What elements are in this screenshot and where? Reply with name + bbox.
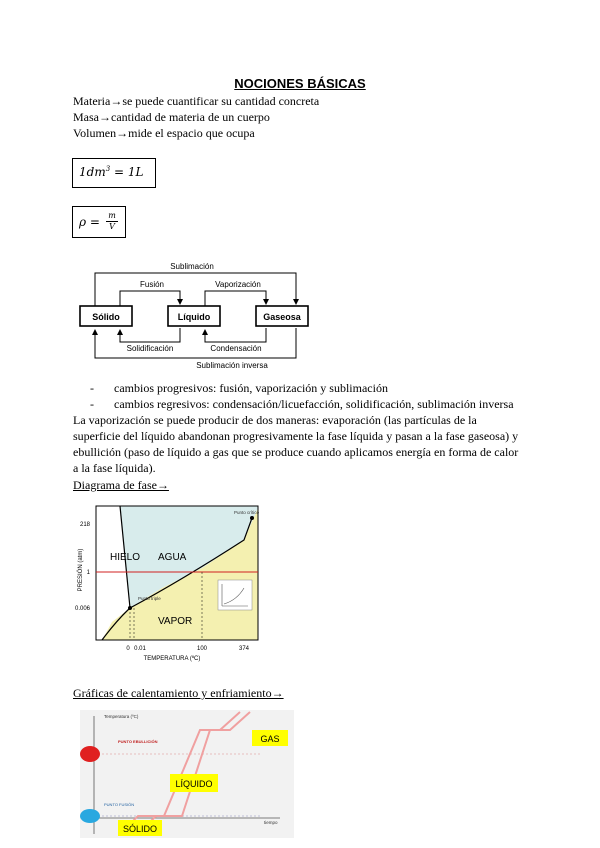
y-tick-0006: 0.006 bbox=[74, 606, 90, 612]
arrow-vaporization bbox=[205, 291, 266, 306]
formula2-denominator: V bbox=[109, 222, 115, 231]
y-axis-label: PRESIÓN (atm) bbox=[78, 548, 84, 592]
x-axis-label: TEMPERATURA (ºC) bbox=[143, 656, 201, 662]
label-sublimation: Sublimación bbox=[170, 262, 214, 271]
x-tick-001: 0.01 bbox=[134, 646, 146, 652]
label-inverse-sublimation: Sublimación inversa bbox=[196, 361, 268, 370]
heating-y-axis: Temperatura (ºC) bbox=[104, 714, 139, 719]
label-solidification: Solidificación bbox=[126, 344, 174, 353]
arrow-solidification bbox=[120, 328, 180, 342]
y-tick-218: 218 bbox=[79, 522, 90, 528]
label-boiling-point: PUNTO EBULLICIÓN bbox=[118, 739, 158, 744]
formula1-exponent: 3 bbox=[105, 165, 111, 173]
label-fusion: Fusión bbox=[139, 280, 165, 289]
y-tick-1: 1 bbox=[86, 570, 90, 576]
formula1-lhs: 1dm bbox=[79, 165, 106, 179]
label-gas-state: GAS bbox=[260, 734, 280, 744]
boiling-point-dot bbox=[80, 746, 100, 762]
definition-volumen: Volumen→mide el espacio que ocupa bbox=[73, 126, 255, 140]
label-solid: Sólido bbox=[92, 312, 120, 322]
label-ice: HIELO bbox=[110, 552, 141, 563]
formula2-lhs: ρ = bbox=[79, 215, 100, 229]
page-title: NOCIONES BÁSICAS bbox=[234, 76, 366, 91]
density-formula-box bbox=[72, 206, 126, 238]
formula2-numerator: m bbox=[108, 211, 116, 220]
heating-x-axis: tiempo bbox=[264, 820, 278, 825]
arrow-condensation bbox=[205, 328, 266, 342]
label-gas: Gaseosa bbox=[263, 312, 301, 322]
label-liquid-state: LÍQUIDO bbox=[175, 779, 213, 789]
definition-materia: Materia→se puede cuantificar su cantidad concreta bbox=[73, 94, 320, 108]
heating-graph-heading: Gráficas de calentamiento y enfriamiento→ bbox=[73, 686, 284, 700]
label-critical-point: Punto crítico bbox=[234, 510, 260, 515]
x-tick-100: 100 bbox=[196, 646, 208, 652]
label-melting-point: PUNTO FUSIÓN bbox=[104, 802, 135, 807]
x-tick-374: 374 bbox=[238, 646, 250, 652]
heating-cooling-graph bbox=[80, 710, 294, 838]
formula1-rhs: = 1L bbox=[110, 165, 144, 179]
bullet-progressive: - cambios progresivos: fusión, vaporización y sublimación bbox=[90, 381, 388, 395]
volume-formula-box bbox=[72, 158, 156, 188]
label-vaporization: Vaporización bbox=[215, 280, 261, 289]
label-vapor: VAPOR bbox=[158, 616, 193, 627]
phase-diagram-heading: Diagrama de fase→ bbox=[73, 478, 169, 492]
melting-point-dot bbox=[80, 809, 100, 823]
vaporization-paragraph: La vaporización se puede producir de dos maneras: evaporación (las partículas de la superficie del líquido abandonan progresivamente la fase líquida y pasan a la fase gaseosa) y ebullición (paso de líquido a gas que se produce cuando aplicamos energía en forma de calor a la fase líquida). bbox=[73, 413, 519, 475]
definition-masa: Masa→cantidad de materia de un cuerpo bbox=[73, 110, 270, 124]
phase-diagram bbox=[72, 500, 262, 666]
arrow-fusion bbox=[120, 291, 180, 306]
bullet-regressive: - cambios regresivos: condensación/licuefacción, solidificación, sublimación inversa bbox=[90, 397, 514, 411]
label-water: AGUA bbox=[158, 552, 187, 563]
label-solid-state: SÓLIDO bbox=[122, 824, 158, 834]
x-tick-0: 0 bbox=[126, 646, 130, 652]
states-of-matter-diagram bbox=[70, 258, 320, 372]
label-condensation: Condensación bbox=[210, 344, 262, 353]
label-liquid: Líquido bbox=[177, 312, 211, 322]
label-triple-point: Punto triple bbox=[138, 596, 161, 601]
